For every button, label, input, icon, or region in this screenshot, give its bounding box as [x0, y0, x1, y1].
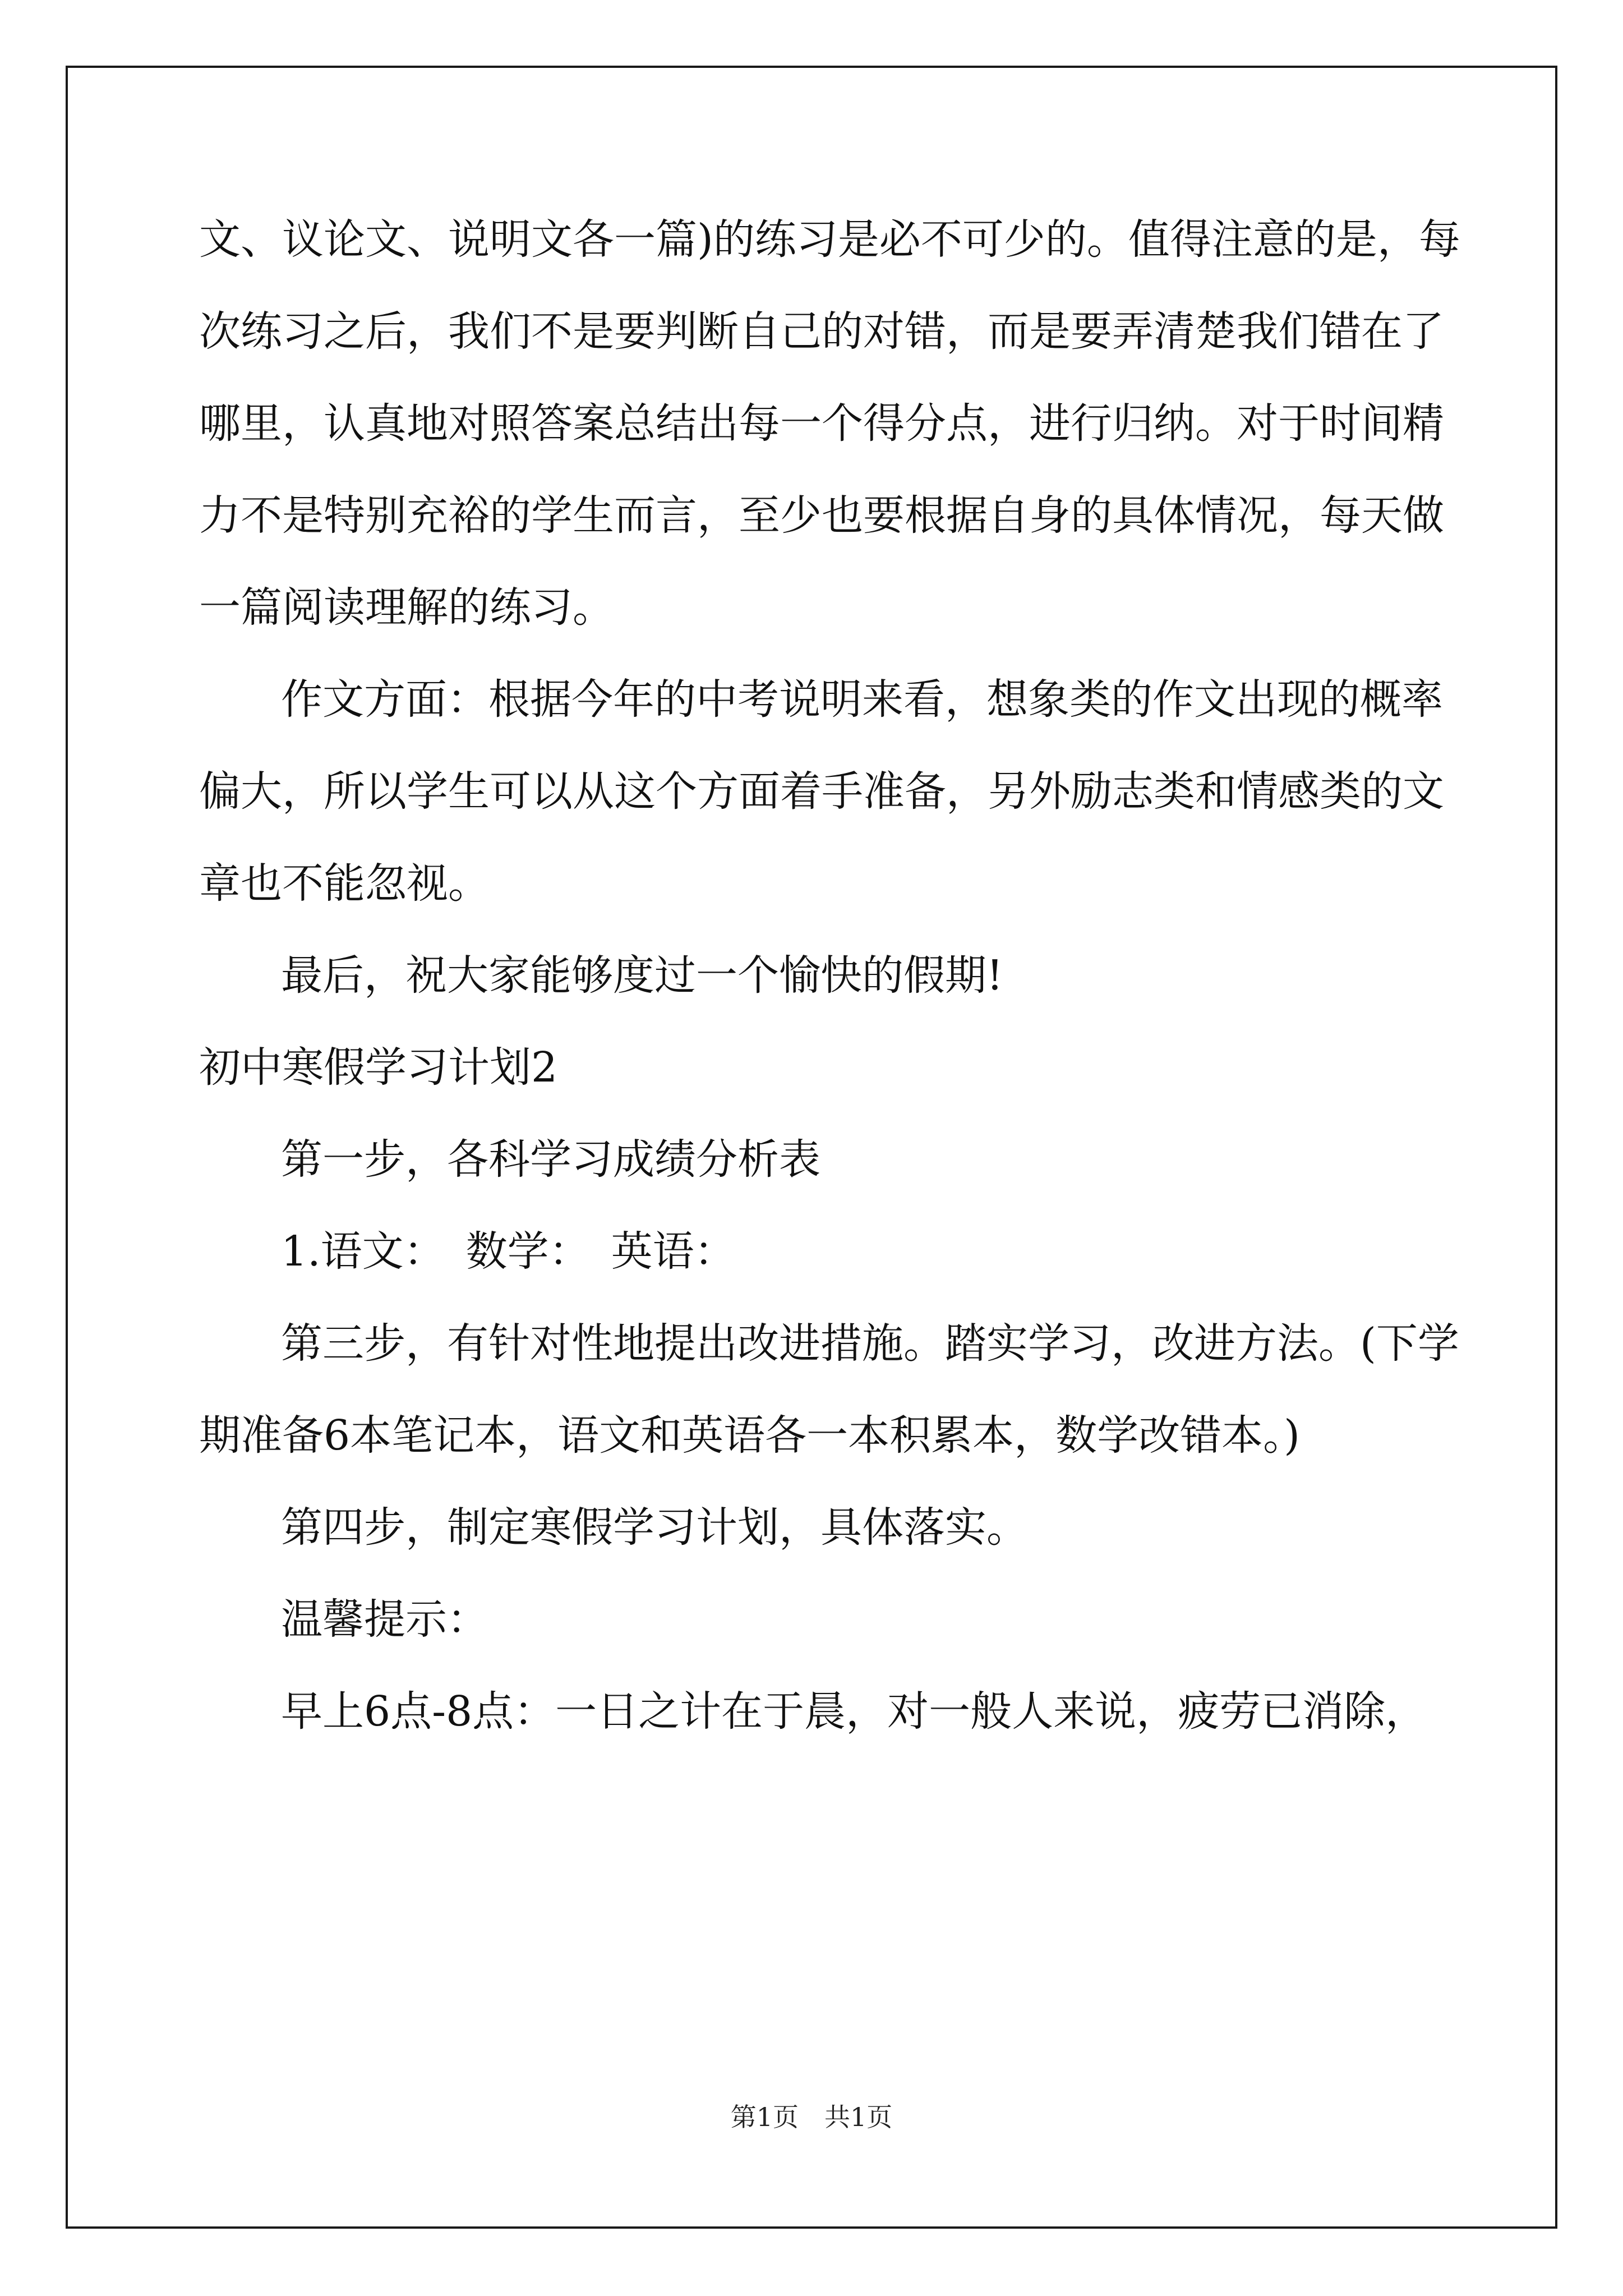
text-line: 初中寒假学习计划2	[199, 1043, 558, 1092]
document-body	[199, 194, 1460, 1757]
text-line: 第三步，有针对性地提出改进措施。踏实学习，改进方法。(下学	[281, 1319, 1459, 1368]
text-line: 第四步，制定寒假学习计划，具体落实。	[281, 1503, 1028, 1552]
text-line: 1.语文： 数学： 英语：	[281, 1227, 736, 1276]
text-line: 一篇阅读理解的练习。	[199, 583, 614, 632]
text-line: 作文方面：根据今年的中考说明来看，想象类的作文出现的概率	[281, 675, 1443, 724]
text-line: 偏大，所以学生可以从这个方面着手准备，另外励志类和情感类的文	[199, 767, 1444, 816]
text-line: 力不是特别充裕的学生而言，至少也要根据自身的具体情况，每天做	[199, 491, 1444, 540]
text-line: 哪里，认真地对照答案总结出每一个得分点，进行归纳。对于时间精	[199, 399, 1444, 448]
text-line: 文、议论文、说明文各一篇)的练习是必不可少的。值得注意的是，每	[199, 215, 1460, 264]
page-footer: 第1页 共1页	[730, 2102, 893, 2132]
text-line: 早上6点-8点：一日之计在于晨，对一般人来说，疲劳已消除，	[281, 1687, 1427, 1736]
text-line: 第一步，各科学习成绩分析表	[281, 1135, 820, 1184]
text-line: 章也不能忽视。	[199, 859, 490, 908]
text-line: 次练习之后，我们不是要判断自己的对错，而是要弄清楚我们错在了	[199, 307, 1444, 356]
text-line: 最后，祝大家能够度过一个愉快的假期!	[281, 951, 1003, 1000]
text-line: 期准备6本笔记本，语文和英语各一本积累本，数学改错本。)	[199, 1411, 1300, 1460]
text-line: 温馨提示：	[281, 1595, 488, 1644]
